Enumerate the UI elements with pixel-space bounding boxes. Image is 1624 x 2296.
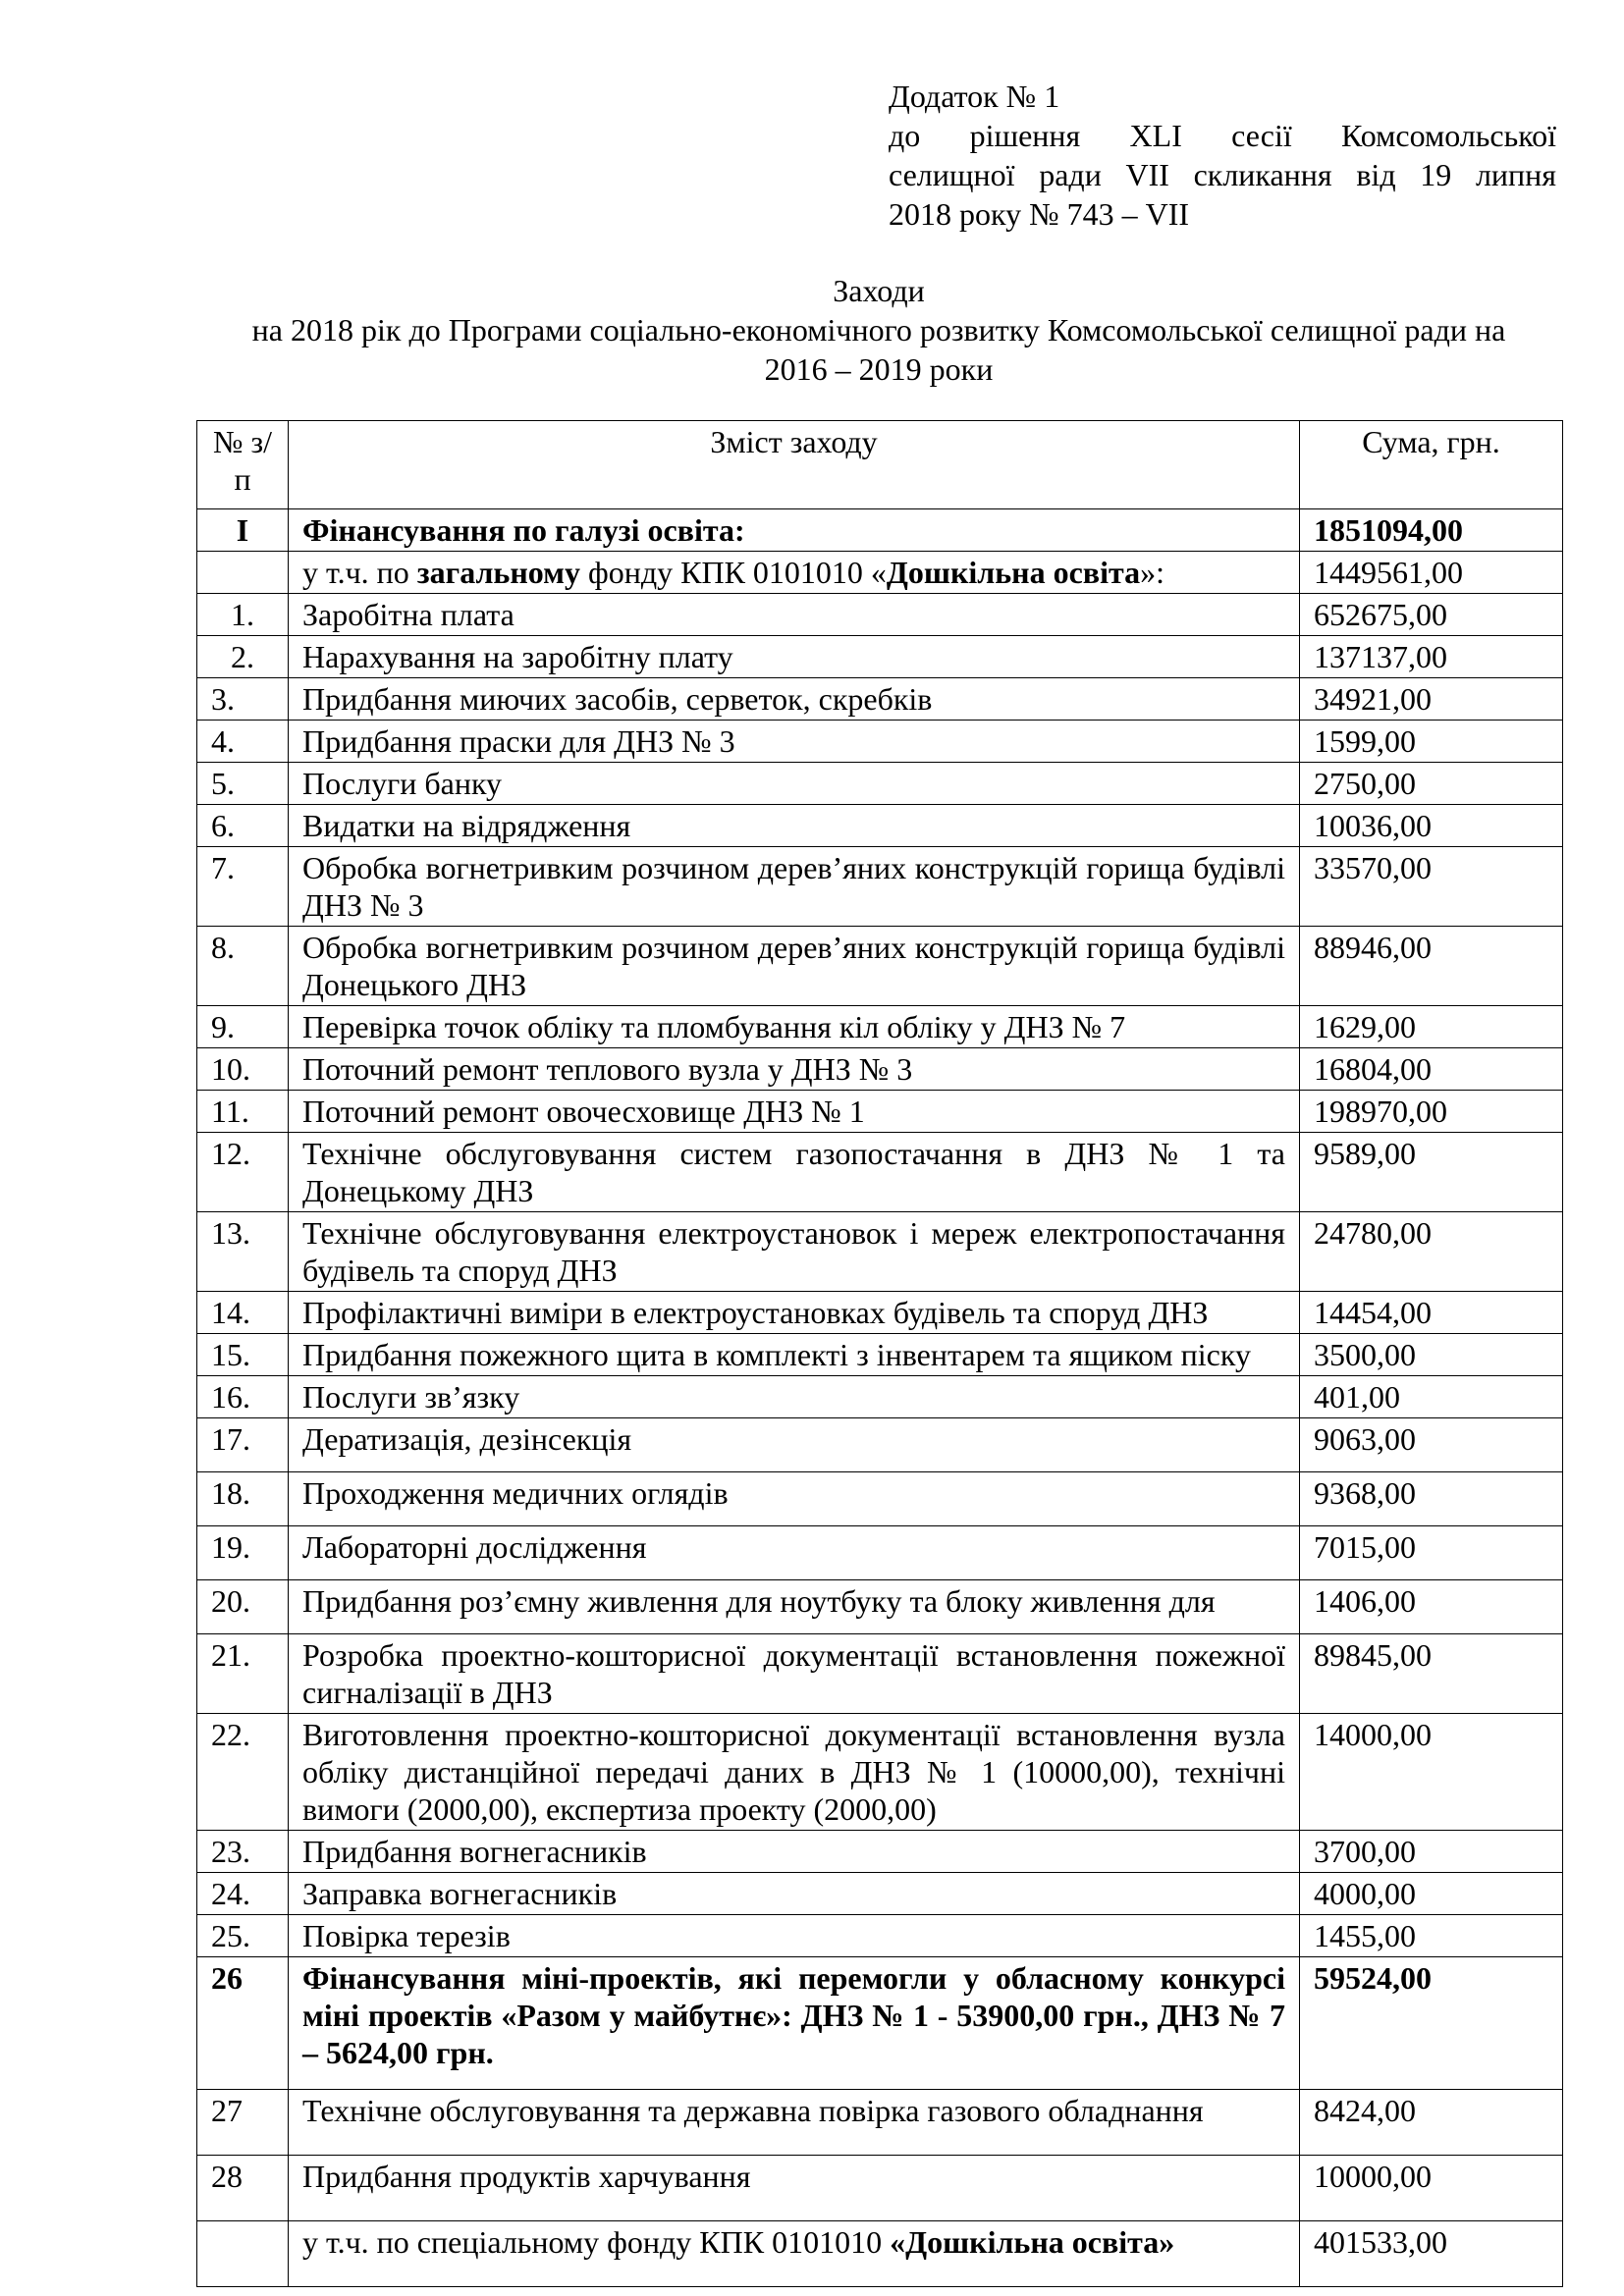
row-number: 12. — [197, 1133, 289, 1212]
table-row — [197, 1714, 1563, 1831]
row-number: 2. — [197, 636, 289, 678]
row-content: Профілактичні виміри в електроустановках будівель та споруд ДНЗ — [289, 1292, 1300, 1334]
row-sum: 14000,00 — [1300, 1714, 1563, 1831]
row-sum: 16804,00 — [1300, 1048, 1563, 1091]
document-subtitle-line-1: на 2018 рік до Програми соціально-економічного розвитку Комсомольської селищної ради на — [251, 312, 1506, 347]
special-fund-bold: «Дошкільна освіта» — [890, 2224, 1175, 2260]
table-row — [197, 1831, 1563, 1873]
row-sum: 9589,00 — [1300, 1133, 1563, 1212]
row-number: 15. — [197, 1334, 289, 1376]
row-content: Видатки на відрядження — [289, 805, 1300, 847]
table-row — [197, 1006, 1563, 1048]
row-sum: 1455,00 — [1300, 1915, 1563, 1957]
row-content: Придбання праски для ДНЗ № 3 — [289, 721, 1300, 763]
addendum-line-1: Додаток № 1 — [889, 79, 1060, 114]
measures-table — [196, 420, 1563, 2287]
row-number: 20. — [197, 1580, 289, 1634]
row-number: 18. — [197, 1472, 289, 1526]
row-sum: 89845,00 — [1300, 1634, 1563, 1714]
row-sum: 34921,00 — [1300, 678, 1563, 721]
row-28-number: 28 — [197, 2156, 289, 2221]
table-row — [197, 1915, 1563, 1957]
row-content: Проходження медичних оглядів — [289, 1472, 1300, 1526]
row-number: 19. — [197, 1526, 289, 1580]
header-sum: Сума, грн. — [1300, 421, 1563, 509]
table-row — [197, 1634, 1563, 1714]
row-number: 4. — [197, 721, 289, 763]
row-content: Послуги зв’язку — [289, 1376, 1300, 1418]
table-row — [197, 1292, 1563, 1334]
row-number: 14. — [197, 1292, 289, 1334]
row-number: 25. — [197, 1915, 289, 1957]
row-sum: 137137,00 — [1300, 636, 1563, 678]
row-number: 1. — [197, 594, 289, 636]
row-sum: 1599,00 — [1300, 721, 1563, 763]
special-fund-sum: 401533,00 — [1300, 2221, 1563, 2287]
row-27-sum: 8424,00 — [1300, 2090, 1563, 2156]
table-header-row — [197, 421, 1563, 509]
row-sum: 652675,00 — [1300, 594, 1563, 636]
row-sum: 3500,00 — [1300, 1334, 1563, 1376]
row-number: 17. — [197, 1418, 289, 1472]
row-content: Технічне обслуговування систем газопостачання в ДНЗ № 1 та Донецькому ДНЗ — [289, 1133, 1300, 1212]
row-number: 16. — [197, 1376, 289, 1418]
table-row — [197, 1133, 1563, 1212]
table-row-28 — [197, 2156, 1563, 2221]
row-sum: 1406,00 — [1300, 1580, 1563, 1634]
table-row-27 — [197, 2090, 1563, 2156]
row-content: Виготовлення проектно-кошторисної документації встановлення вузла обліку дистанційної передачі даних в ДНЗ № 1 (10000,00), технічні вимоги (2000,00), експертиза проекту (2000,00) — [289, 1714, 1300, 1831]
row-content: Поточний ремонт теплового вузла у ДНЗ № 3 — [289, 1048, 1300, 1091]
row-number: 10. — [197, 1048, 289, 1091]
addendum-block — [889, 77, 1556, 234]
row-sum: 33570,00 — [1300, 847, 1563, 927]
row-content: Придбання миючих засобів, серветок, скребків — [289, 678, 1300, 721]
table-row — [197, 1091, 1563, 1133]
row-content: Заправка вогнегасників — [289, 1873, 1300, 1915]
row-sum: 9063,00 — [1300, 1418, 1563, 1472]
row-content: Розробка проектно-кошторисної документації встановлення пожежної сигналізації в ДНЗ — [289, 1634, 1300, 1714]
row-28-sum: 10000,00 — [1300, 2156, 1563, 2221]
row-number: 8. — [197, 927, 289, 1006]
row-sum: 2750,00 — [1300, 763, 1563, 805]
addendum-line-3: селищної ради VII скликання від 19 липня — [889, 157, 1556, 192]
table-row — [197, 1873, 1563, 1915]
general-fund-bold-1: загальному — [416, 555, 580, 590]
addendum-line-4: 2018 року № 743 – VII — [889, 196, 1190, 232]
table-row — [197, 594, 1563, 636]
row-content: Придбання пожежного щита в комплекті з інвентарем та ящиком піску — [289, 1334, 1300, 1376]
row-sum: 24780,00 — [1300, 1212, 1563, 1292]
header-number: № з/п — [197, 421, 289, 509]
document-title: Заходи — [833, 273, 925, 308]
document-subtitle-line-2: 2016 – 2019 роки — [764, 351, 994, 387]
table-row — [197, 636, 1563, 678]
row-sum: 88946,00 — [1300, 927, 1563, 1006]
special-fund-row — [197, 2221, 1563, 2287]
header-content: Зміст заходу — [289, 421, 1300, 509]
table-row — [197, 678, 1563, 721]
table-row — [197, 1376, 1563, 1418]
table-row — [197, 1212, 1563, 1292]
section-number: I — [197, 509, 289, 552]
general-fund-suffix: »: — [1140, 555, 1164, 590]
row-26-sum: 59524,00 — [1300, 1957, 1563, 2090]
row-sum: 1629,00 — [1300, 1006, 1563, 1048]
row-27-content: Технічне обслуговування та державна повірка газового обладнання — [289, 2090, 1300, 2156]
row-content: Поточний ремонт овочесховище ДНЗ № 1 — [289, 1091, 1300, 1133]
row-content: Лабораторні дослідження — [289, 1526, 1300, 1580]
row-content: Послуги банку — [289, 763, 1300, 805]
table-row-26 — [197, 1957, 1563, 2090]
table-row — [197, 1472, 1563, 1526]
row-number: 9. — [197, 1006, 289, 1048]
row-number: 13. — [197, 1212, 289, 1292]
special-fund-label — [289, 2221, 1300, 2287]
row-content: Обробка вогнетривким розчином дерев’яних конструкцій горища будівлі ДНЗ № 3 — [289, 847, 1300, 927]
row-number: 6. — [197, 805, 289, 847]
document-heading — [196, 271, 1561, 389]
row-number: 11. — [197, 1091, 289, 1133]
row-content: Технічне обслуговування електроустановок і мереж електропостачання будівель та споруд ДНЗ — [289, 1212, 1300, 1292]
row-number: 7. — [197, 847, 289, 927]
table-row — [197, 805, 1563, 847]
row-content: Перевірка точок обліку та пломбування кіл обліку у ДНЗ № 7 — [289, 1006, 1300, 1048]
row-sum: 7015,00 — [1300, 1526, 1563, 1580]
table-row — [197, 927, 1563, 1006]
row-content: Повірка терезів — [289, 1915, 1300, 1957]
row-number: 3. — [197, 678, 289, 721]
row-number: 24. — [197, 1873, 289, 1915]
row-26-content: Фінансування міні-проектів, які перемогли у обласному конкурсі міні проектів «Разом у майбутнє»: ДНЗ № 1 - 53900,00 грн., ДНЗ № 7 – 5624,00 грн. — [289, 1957, 1300, 2090]
table-row — [197, 721, 1563, 763]
row-number: 5. — [197, 763, 289, 805]
row-content: Заробітна плата — [289, 594, 1300, 636]
general-fund-label — [289, 552, 1300, 594]
row-sum: 3700,00 — [1300, 1831, 1563, 1873]
table-row — [197, 1580, 1563, 1634]
row-content: Нарахування на заробітну плату — [289, 636, 1300, 678]
row-sum: 4000,00 — [1300, 1873, 1563, 1915]
special-fund-number — [197, 2221, 289, 2287]
row-number: 21. — [197, 1634, 289, 1714]
row-content: Придбання вогнегасників — [289, 1831, 1300, 1873]
row-sum: 10036,00 — [1300, 805, 1563, 847]
table-row — [197, 1418, 1563, 1472]
row-28-content: Придбання продуктів харчування — [289, 2156, 1300, 2221]
general-fund-prefix: у т.ч. по — [302, 555, 417, 590]
general-fund-bold-2: Дошкільна освіта — [886, 555, 1141, 590]
table-row — [197, 1048, 1563, 1091]
row-content: Придбання роз’ємну живлення для ноутбуку та блоку живлення для — [289, 1580, 1300, 1634]
row-number: 23. — [197, 1831, 289, 1873]
row-content: Дератизація, дезінсекція — [289, 1418, 1300, 1472]
general-fund-sum: 1449561,00 — [1300, 552, 1563, 594]
section-row — [197, 509, 1563, 552]
row-sum: 9368,00 — [1300, 1472, 1563, 1526]
row-sum: 401,00 — [1300, 1376, 1563, 1418]
row-number: 22. — [197, 1714, 289, 1831]
section-sum: 1851094,00 — [1300, 509, 1563, 552]
section-title: Фінансування по галузі освіта: — [289, 509, 1300, 552]
table-row — [197, 763, 1563, 805]
row-sum: 198970,00 — [1300, 1091, 1563, 1133]
addendum-line-2: до рішення XLI сесії Комсомольської — [889, 118, 1556, 153]
row-26-number: 26 — [197, 1957, 289, 2090]
general-fund-row — [197, 552, 1563, 594]
special-fund-prefix: у т.ч. по спеціальному фонду КПК 0101010 — [302, 2224, 891, 2260]
row-27-number: 27 — [197, 2090, 289, 2156]
table-row — [197, 1334, 1563, 1376]
table-row — [197, 847, 1563, 927]
general-fund-middle: фонду КПК 0101010 « — [579, 555, 887, 590]
row-sum: 14454,00 — [1300, 1292, 1563, 1334]
general-fund-number — [197, 552, 289, 594]
row-content: Обробка вогнетривким розчином дерев’яних конструкцій горища будівлі Донецького ДНЗ — [289, 927, 1300, 1006]
table-row — [197, 1526, 1563, 1580]
